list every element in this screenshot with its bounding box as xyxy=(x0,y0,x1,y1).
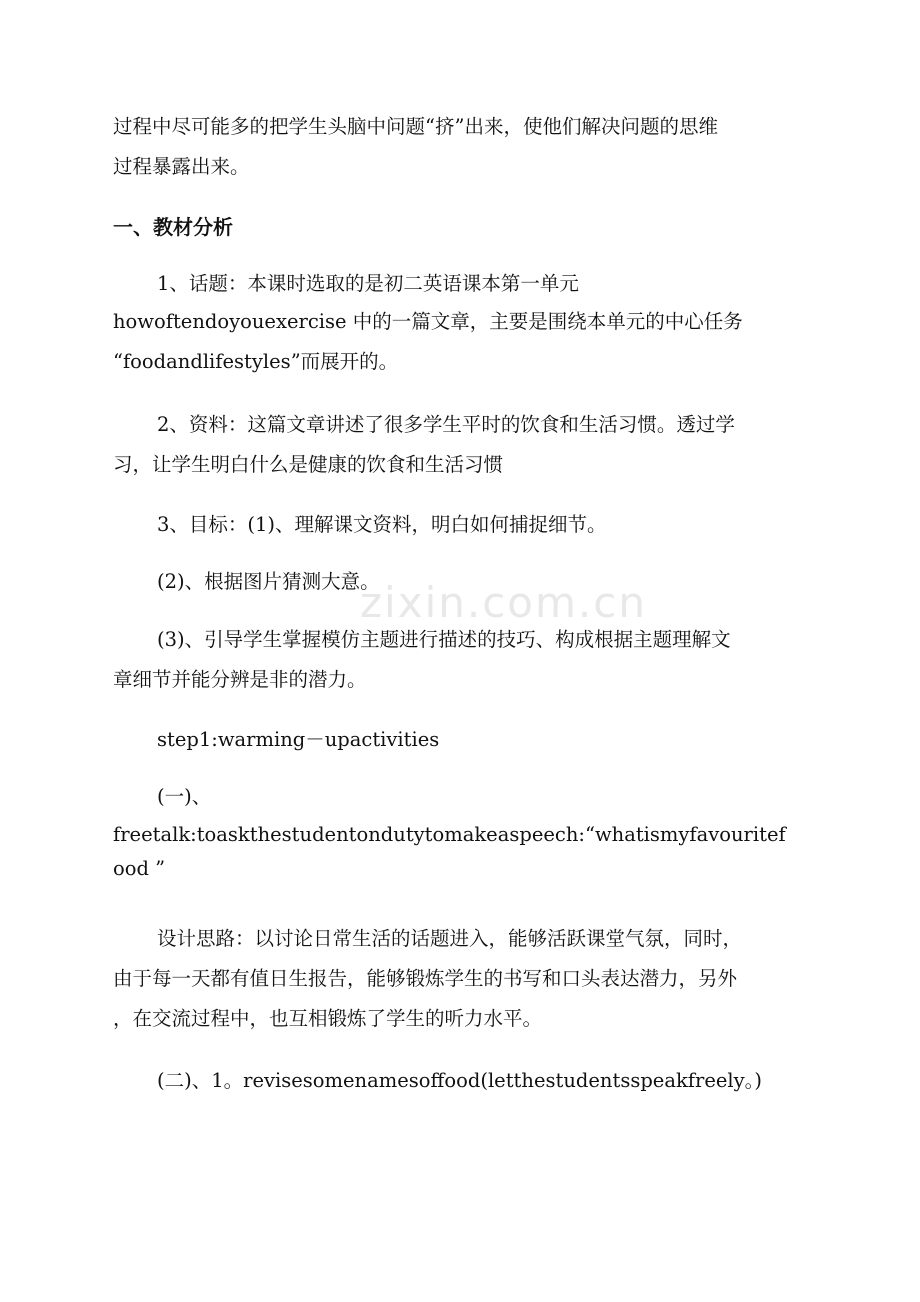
text-line: freetalk:toaskthestudentondutytomakeaspeech:“whatismyfavouritef xyxy=(113,823,786,846)
section-heading: 一、教材分析 xyxy=(113,215,233,239)
paragraph-part-2 xyxy=(113,1061,805,1101)
watermark: zixin.com.cn xyxy=(360,578,647,627)
paragraph-part-1 xyxy=(113,777,805,889)
text-line: 过程中尽可能多的把学生头脑中问题“挤”出来，使他们解决问题的思维 xyxy=(113,115,718,138)
text-line: 章细节并能分辨是非的潜力。 xyxy=(113,668,367,691)
paragraph-goal-1 xyxy=(113,505,805,545)
text-line: 设计思路：以讨论日常生活的话题进入，能够活跃课堂气氛，同时， xyxy=(157,927,743,950)
text-line: (一)、 xyxy=(157,785,212,808)
paragraph-design xyxy=(113,919,805,1039)
text-line: 由于每一天都有值日生报告，能够锻炼学生的书写和口头表达潜力，另外 xyxy=(113,967,738,990)
paragraph-goal-2 xyxy=(113,562,805,602)
text-line: (3)、引导学生掌握模仿主题进行描述的技巧、构成根据主题理解文 xyxy=(157,628,731,651)
text-line: howoftendoyouexercise 中的一篇文章，主要是围绕本单元的中心任务 xyxy=(113,310,743,333)
text-line: (2)、根据图片猜测大意。 xyxy=(157,570,380,593)
paragraph-intro xyxy=(113,107,805,187)
text-line: (二)、1。revisesomenamesoffood(letthestudentsspeakfreely。) xyxy=(157,1069,763,1092)
text-line: step1:warming－upactivities xyxy=(157,728,440,751)
text-line: 2、资料：这篇文章讲述了很多学生平时的饮食和生活习惯。透过学 xyxy=(157,413,735,436)
text-line: 1、话题：本课时选取的是初二英语课本第一单元 xyxy=(157,272,579,295)
paragraph-goal-3 xyxy=(113,620,805,700)
text-line: ，在交流过程中，也互相锻炼了学生的听力水平。 xyxy=(113,1007,543,1030)
paragraph-step-1 xyxy=(113,720,805,760)
text-line: 过程暴露出来。 xyxy=(113,155,250,178)
paragraph-topic xyxy=(113,264,805,382)
text-line: 3、目标：(1)、理解课文资料，明白如何捕捉细节。 xyxy=(157,513,607,536)
paragraph-material xyxy=(113,405,805,485)
text-line: 习，让学生明白什么是健康的饮食和生活习惯 xyxy=(113,453,504,476)
text-line: “foodandlifestyles”而展开的。 xyxy=(113,350,399,373)
text-line: ood ” xyxy=(113,857,166,880)
